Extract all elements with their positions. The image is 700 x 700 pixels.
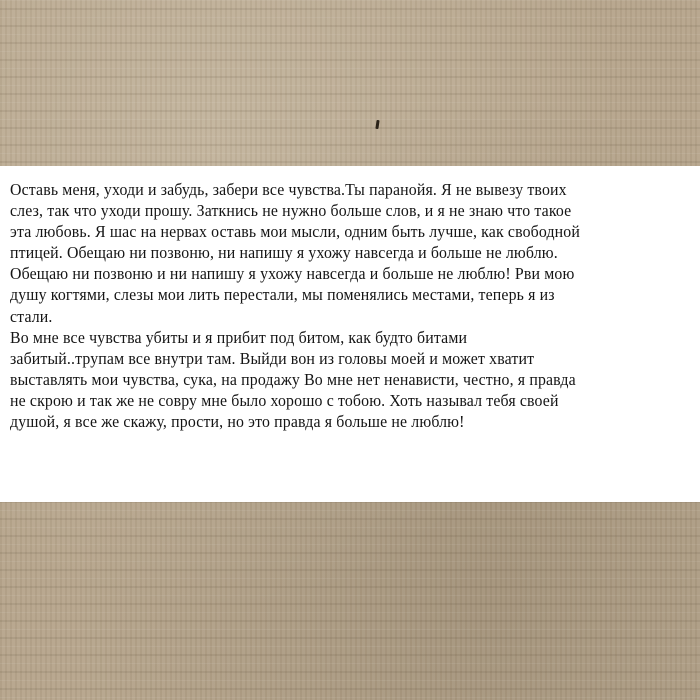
poem-line: Во мне все чувства убиты и я прибит под битом, как будто битами [10, 327, 468, 347]
cardboard-speck [375, 120, 379, 129]
poem-line: Оставь меня, уходи и забудь, забери все чувства.Ты паранойя. Я не вывезу твоих [10, 180, 567, 199]
poem-line: выставлять мои чувства, сука, на продажу Во мне нет ненависти, честно, я правда [10, 369, 576, 389]
poem-line: душой, я все же скажу, прости, но это правда я больше не люблю! [10, 412, 465, 432]
poem-line: птицей. Обещаю ни позвоню, ни напишу я ухожу навсегда и больше не люблю. [10, 243, 558, 263]
poem-line: слез, так что уходи прошу. Заткнись не нужно больше слов, и я не знаю что такое [10, 201, 572, 221]
text-panel [0, 166, 700, 502]
poem-line: эта любовь. Я шас на нервах оставь мои мысли, одним быть лучше, как свободной [10, 222, 581, 242]
poem-line: стали. [10, 306, 53, 326]
poem-line: забитый..трупам все внутри там. Выйди вон из головы моей и может хватит [10, 348, 535, 368]
poem-line: душу когтями, слезы мои лить перестали, мы поменялись местами, теперь я из [10, 285, 555, 305]
poem-text [10, 179, 663, 432]
poem-line: Обещаю ни позвоню и ни напишу я ухожу навсегда и больше не люблю! Рви мою [10, 264, 575, 284]
poem-line: не скрою и так же не совру мне было хорошо с тобою. Хоть называл тебя своей [10, 390, 559, 410]
